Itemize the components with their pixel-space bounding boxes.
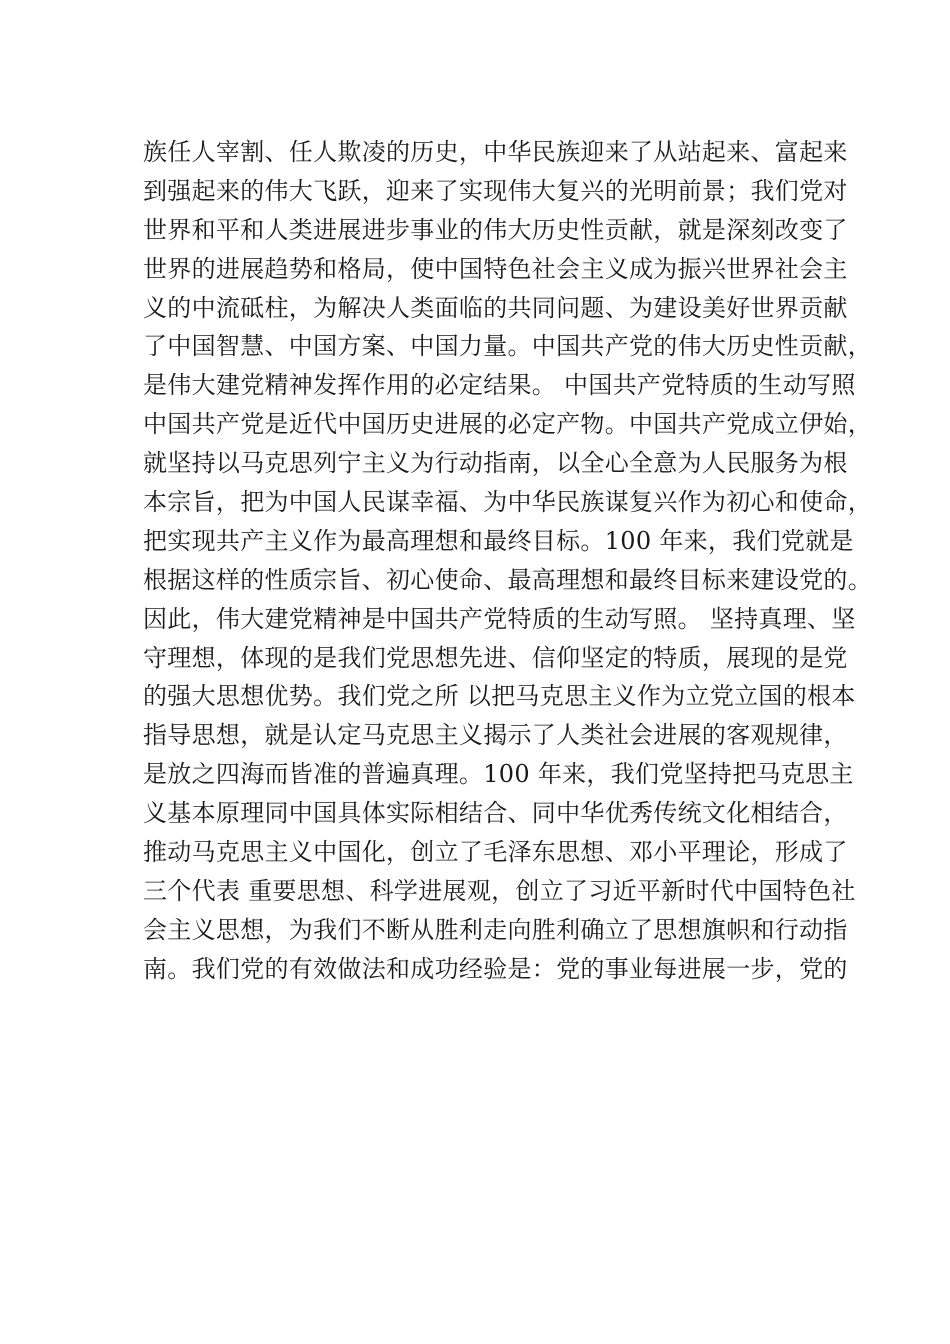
text-line: 到强起来的伟大飞跃，迎来了实现伟大复兴的光明前景；我们党对 — [143, 176, 848, 205]
text-line: 根据这样的性质宗旨、初心使命、最高理想和最终目标来建设党的。 — [143, 565, 872, 594]
text-line: 南。我们党的有效做法和成功经验是：党的事业每进展一步，党的 — [143, 954, 848, 983]
text-line: 了中国智慧、中国方案、中国力量。中国共产党的伟大历史性贡献， — [143, 332, 872, 361]
text-line: 中国共产党是近代中国历史进展的必定产物。中国共产党成立伊始， — [143, 410, 872, 439]
text-line: 把实现共产主义作为最高理想和最终目标。100 年来，我们党就是 — [143, 526, 854, 555]
body-text — [143, 133, 872, 989]
text-line: 是放之四海而皆准的普遍真理。100 年来，我们党坚持把马克思主 — [143, 760, 854, 789]
text-line: 世界的进展趋势和格局，使中国特色社会主义成为振兴世界社会主 — [143, 254, 848, 283]
text-line: 义的中流砥柱，为解决人类面临的共同问题、为建设美好世界贡献 — [143, 293, 848, 322]
text-line: 三个代表 重要思想、科学进展观，创立了习近平新时代中国特色社 — [143, 876, 856, 905]
text-line: 世界和平和人类进展进步事业的伟大历史性贡献，就是深刻改变了 — [143, 215, 848, 244]
text-line: 就坚持以马克思列宁主义为行动指南，以全心全意为人民服务为根 — [143, 449, 848, 478]
text-line: 义基本原理同中国具体实际相结合、同中华优秀传统文化相结合， — [143, 799, 848, 828]
text-line: 会主义思想，为我们不断从胜利走向胜利确立了思想旗帜和行动指 — [143, 915, 848, 944]
text-line: 的强大思想优势。我们党之所 以把马克思主义作为立党立国的根本 — [143, 682, 856, 711]
text-line: 本宗旨，把为中国人民谋幸福、为中华民族谋复兴作为初心和使命， — [143, 488, 872, 517]
text-line: 推动马克思主义中国化，创立了毛泽东思想、邓小平理论，形成了 — [143, 838, 848, 867]
text-line: 是伟大建党精神发挥作用的必定结果。 中国共产党特质的生动写照 — [143, 371, 856, 400]
text-line: 因此，伟大建党精神是中国共产党特质的生动写照。 坚持真理、坚 — [143, 604, 856, 633]
text-line: 族任人宰割、任人欺凌的历史，中华民族迎来了从站起来、富起来 — [143, 138, 848, 166]
text-line: 指导思想，就是认定马克思主义揭示了人类社会进展的客观规律， — [143, 721, 848, 750]
text-line: 守理想，体现的是我们党思想先进、信仰坚定的特质，展现的是党 — [143, 643, 848, 672]
